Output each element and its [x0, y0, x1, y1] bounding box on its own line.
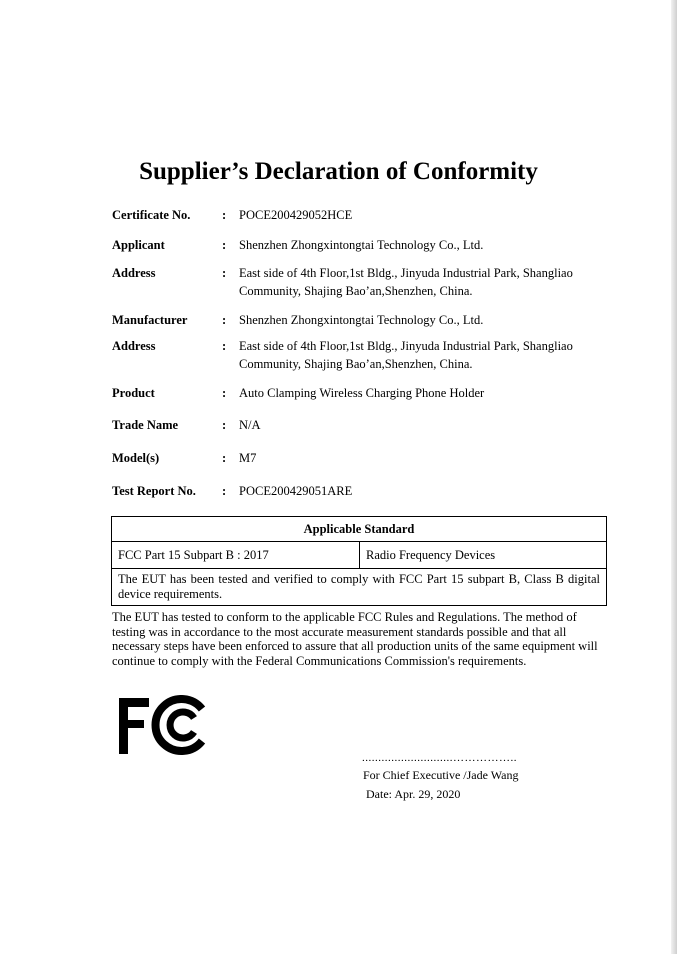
standard-note: The EUT has been tested and verified to comply with FCC Part 15 subpart B, Class B digital device requirements. [112, 569, 607, 606]
table-row [112, 569, 607, 606]
signature-line: ............................…………….. [362, 752, 517, 764]
field-label: Certificate No. [112, 208, 191, 222]
field-colon: : [222, 418, 227, 432]
field-colon: : [222, 208, 227, 222]
field-label: Product [112, 386, 155, 400]
fcc-logo [118, 695, 210, 762]
field-label: Applicant [112, 238, 165, 252]
field-value: M7 [239, 451, 257, 465]
field-label: Address [112, 339, 156, 353]
field-value: East side of 4th Floor,1st Bldg., Jinyuda Industrial Park, Shangliao Community, Shajing Bao’an,Shenzhen, China. [239, 339, 573, 371]
field-label: Manufacturer [112, 313, 188, 327]
field-label: Address [112, 266, 156, 280]
standard-rule: FCC Part 15 Subpart B : 2017 [112, 542, 360, 569]
field-value: Auto Clamping Wireless Charging Phone Holder [239, 386, 485, 400]
conformity-statement: The EUT has tested to conform to the applicable FCC Rules and Regulations. The method of testing was in accordance to the most accurate measurement standards possible and that all necessary steps have been enforced to assure that all production units of the same equipment will continue to comply with the Federal Communications Commission's requirements. [112, 610, 598, 668]
field-colon: : [222, 313, 227, 327]
field-value: East side of 4th Floor,1st Bldg., Jinyuda Industrial Park, Shangliao Community, Shajing Bao’an,Shenzhen, China. [239, 266, 573, 298]
field-value: N/A [239, 418, 261, 432]
field-colon: : [222, 386, 227, 400]
field-label: Model(s) [112, 451, 160, 465]
field-colon: : [222, 266, 227, 280]
signature-date: Date: Apr. 29, 2020 [366, 787, 461, 801]
document-title: Supplier’s Declaration of Conformity [139, 158, 538, 185]
table-row [112, 517, 607, 542]
field-colon: : [222, 339, 227, 353]
applicable-standard-table [111, 516, 607, 606]
field-value: POCE200429051ARE [239, 484, 353, 498]
page-edge-shadow [671, 0, 677, 954]
table-row [112, 542, 607, 569]
field-colon: : [222, 238, 227, 252]
field-colon: : [222, 484, 227, 498]
field-label: Test Report No. [112, 484, 196, 498]
field-value: Shenzhen Zhongxintongtai Technology Co., Ltd. [239, 238, 484, 252]
field-value: POCE200429052HCE [239, 208, 353, 222]
signer-name: For Chief Executive /Jade Wang [363, 768, 519, 782]
field-colon: : [222, 451, 227, 465]
standard-heading: Applicable Standard [112, 517, 607, 542]
standard-category: Radio Frequency Devices [360, 542, 607, 569]
field-label: Trade Name [112, 418, 179, 432]
fcc-logo-icon [118, 695, 210, 757]
field-value: Shenzhen Zhongxintongtai Technology Co., Ltd. [239, 313, 484, 327]
